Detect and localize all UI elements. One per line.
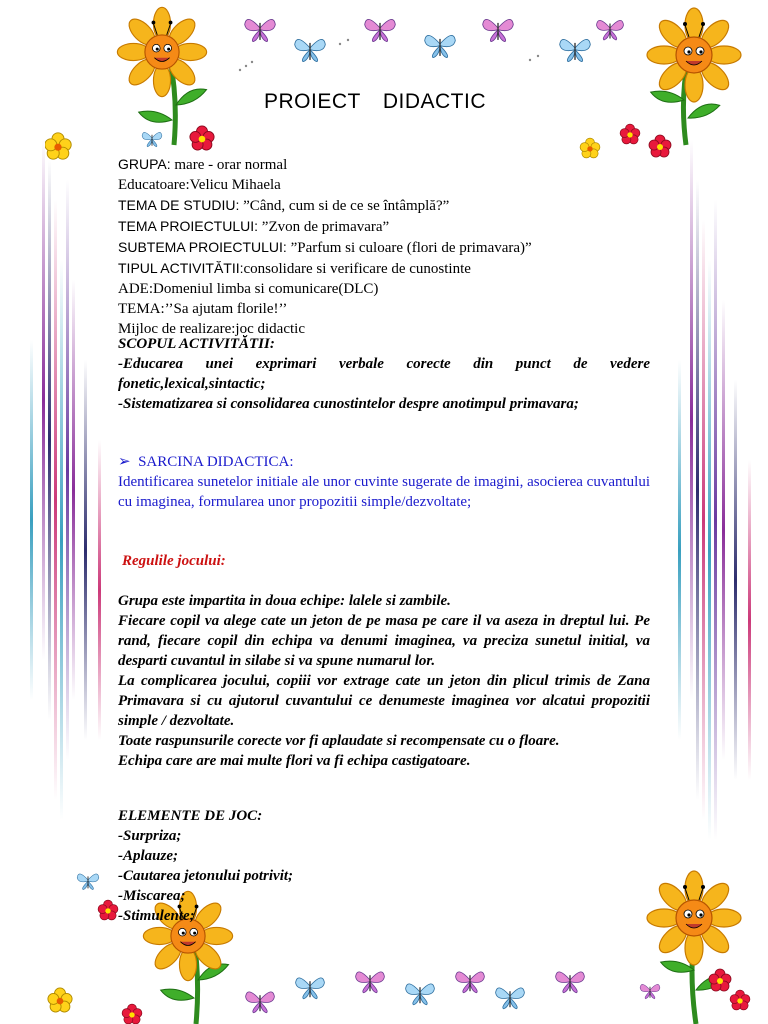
bullet-arrow-icon: ➢ xyxy=(118,454,131,470)
bottom-right-small-decoration xyxy=(610,960,760,1024)
field-subtema xyxy=(118,237,650,258)
field-value: Educatoare:Velicu Mihaela xyxy=(118,177,281,193)
field-label: SUBTEMA PROIECTULUI: xyxy=(118,239,287,255)
reguli-heading: Regulile jocului: xyxy=(122,553,226,569)
title-word-1: PROIECT xyxy=(264,90,361,113)
bottom-border-decoration xyxy=(40,960,640,1024)
field-label: TIPUL ACTIVITĂTII: xyxy=(118,260,244,276)
project-fields xyxy=(118,154,650,339)
reguli-paragraph: Fiecare copil va alege cate un jeton de pe masa pe care il va aseza in dreptul lui. Pe rand, fiecare copil din echipa va denumi imaginea, va preciza sunetul initial, va desparti cuvantul in silabe si va spune numarul lor. xyxy=(118,613,650,669)
reguli-paragraph: La complicarea jocului, copiii vor extrage cate un jeton din plicul trimis de Zana Primavara si cu ajutorul cuvantului ce denumeste imaginea vor alcatui propozitii simple / dezvoltate. xyxy=(118,673,650,729)
left-streak-decoration xyxy=(14,140,104,840)
scop-section xyxy=(118,334,650,414)
scop-line: -Sistematizarea si consolidarea cunostintelor despre anotimpul primavara; xyxy=(118,396,579,412)
field-value: Mijloc de realizare:joc didactic xyxy=(118,321,305,337)
field-value: consolidare si verificare de cunostinte xyxy=(243,261,471,277)
elemente-item: -Miscarea; xyxy=(118,888,186,904)
field-value: TEMA:’’Sa ajutam florile!’’ xyxy=(118,301,288,317)
field-ade xyxy=(118,279,650,299)
top-border-decoration xyxy=(230,0,630,80)
field-label: GRUPA: xyxy=(118,156,171,172)
bottom-left-corner-decoration xyxy=(16,860,126,960)
field-educatoare xyxy=(118,175,650,195)
reguli-section xyxy=(118,591,650,771)
sarcina-heading: SARCINA DIDACTICA: xyxy=(138,454,294,470)
field-tema-studiu xyxy=(118,195,650,216)
title-word-2: DIDACTIC xyxy=(382,90,487,113)
elemente-item: -Cautarea jetonului potrivit; xyxy=(118,868,294,884)
field-value: ”Zvon de primavara” xyxy=(258,219,390,235)
field-value: ”Parfum si culoare (flori de primavara)” xyxy=(286,240,532,256)
page-title xyxy=(264,90,508,114)
reguli-paragraph: Echipa care are mai multe flori va fi echipa castigatoare. xyxy=(118,753,471,769)
reguli-paragraph: Grupa este impartita in doua echipe: lalele si zambile. xyxy=(118,593,451,609)
field-value: ADE:Domeniul limba si comunicare(DLC) xyxy=(118,281,379,297)
sarcina-section xyxy=(118,452,650,512)
elemente-heading: ELEMENTE DE JOC: xyxy=(118,808,263,824)
sarcina-text: Identificarea sunetelor initiale ale unor cuvinte sugerate de imagini, asocierea cuvantului cu imaginea, formularea unor propozitii simple/dezvoltate; xyxy=(118,474,650,510)
field-grupa xyxy=(118,154,650,175)
elemente-section xyxy=(118,806,650,926)
field-label: TEMA PROIECTULUI: xyxy=(118,218,259,234)
sarcina-heading-row xyxy=(118,452,650,472)
scop-heading: SCOPUL ACTIVITĂTII: xyxy=(118,336,275,352)
field-value: mare - orar normal xyxy=(170,157,288,173)
elemente-item: -Surpriza; xyxy=(118,828,182,844)
reguli-paragraph: Toate raspunsurile corecte vor fi aplaudate si recompensate cu o floare. xyxy=(118,733,560,749)
field-label: TEMA DE STUDIU: xyxy=(118,197,240,213)
field-tipul-activitatii xyxy=(118,258,650,279)
field-tema-proiect xyxy=(118,216,650,237)
field-tema xyxy=(118,299,650,319)
scop-line: -Educarea unei exprimari verbale corecte din punct de vedere fonetic,lexical,sintactic; xyxy=(118,356,650,392)
right-streak-decoration xyxy=(660,140,760,860)
field-value: ”Când, cum si de ce se întâmplă?” xyxy=(239,198,450,214)
elemente-item: -Aplauze; xyxy=(118,848,178,864)
elemente-item: -Stimulente; xyxy=(118,908,195,924)
